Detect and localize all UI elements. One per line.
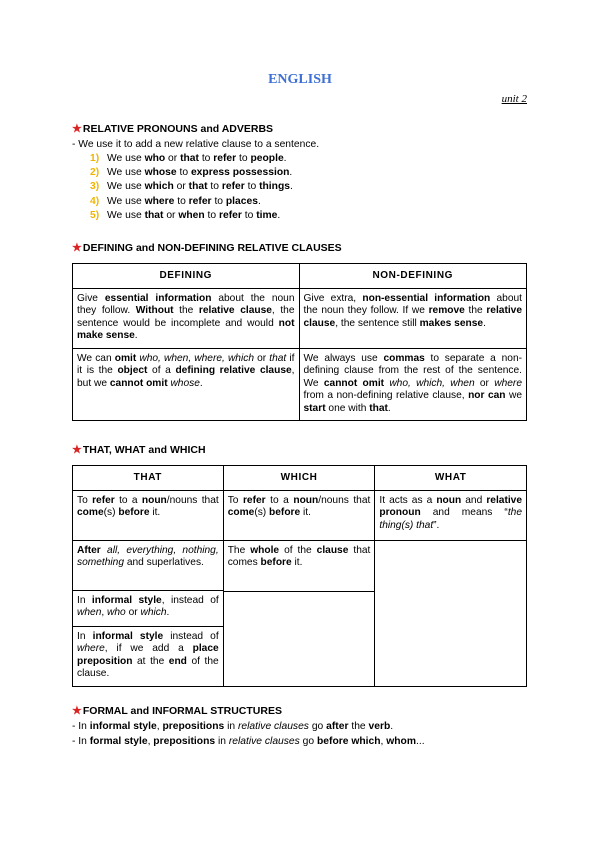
list-item: 3) We use which or that to refer to things.	[90, 181, 293, 192]
star-icon: ★	[72, 705, 82, 717]
unit-label: unit 2	[501, 93, 527, 105]
defining-table	[72, 263, 527, 421]
table-cell: In informal style instead of where, if we add a place preposition at the end of the clause.	[73, 626, 224, 686]
star-icon: ★	[72, 242, 82, 254]
list-item: - In formal style, prepositions in relative clauses go before which, whom...	[72, 736, 425, 747]
intro-text: - We use it to add a new relative clause to a sentence.	[72, 139, 320, 150]
star-icon: ★	[72, 123, 82, 135]
table-cell: We can omit who, when, where, which or that if it is the object of a defining relative clause, but we cannot omit whose.	[73, 348, 300, 420]
table-cell: To refer to a noun/nouns that come(s) before it.	[73, 490, 224, 540]
column-header: WHICH	[223, 466, 375, 491]
table-cell: The whole of the clause that comes before it.	[223, 540, 375, 686]
list-item: - In informal style, prepositions in relative clauses go after the verb.	[72, 721, 394, 732]
list-item: 1) We use who or that to refer to people.	[90, 153, 287, 164]
column-header: NON-DEFINING	[299, 264, 527, 289]
section-heading: ★DEFINING and NON-DEFINING RELATIVE CLAUSES	[72, 242, 342, 254]
table-cell: Give essential information about the noun they follow. Without the relative clause, the sentence would be incomplete and would not make sense.	[73, 288, 300, 348]
section-heading: ★RELATIVE PRONOUNS and ADVERBS	[72, 123, 274, 135]
table-cell: Give extra, non-essential information about the noun they follow. If we remove the relative clause, the sentence still makes sense.	[299, 288, 527, 348]
section-heading: ★THAT, WHAT and WHICH	[72, 444, 206, 456]
table-cell	[375, 540, 527, 686]
table-cell: After all, everything, nothing, something and superlatives.	[73, 540, 224, 590]
page-title: ENGLISH	[268, 72, 332, 87]
table-cell: In informal style, instead of when, who or which.	[73, 590, 224, 626]
table-cell: To refer to a noun/nouns that come(s) before it.	[223, 490, 375, 540]
table-cell: It acts as a noun and relative pronoun and means “the thing(s) that”.	[375, 490, 527, 540]
table-cell: We always use commas to separate a non-defining clause from the rest of the sentence. We cannot omit who, which, when or where from a non-defining relative clause, nor can we start one with that.	[299, 348, 527, 420]
star-icon: ★	[72, 444, 82, 456]
column-header: WHAT	[375, 466, 527, 491]
list-item: 2) We use whose to express possession.	[90, 167, 293, 178]
column-header: DEFINING	[73, 264, 300, 289]
section-heading: ★FORMAL and INFORMAL STRUCTURES	[72, 705, 282, 717]
list-item: 4) We use where to refer to places.	[90, 196, 261, 207]
column-header: THAT	[73, 466, 224, 491]
that-what-which-table	[72, 465, 527, 687]
list-item: 5) We use that or when to refer to time.	[90, 210, 281, 221]
